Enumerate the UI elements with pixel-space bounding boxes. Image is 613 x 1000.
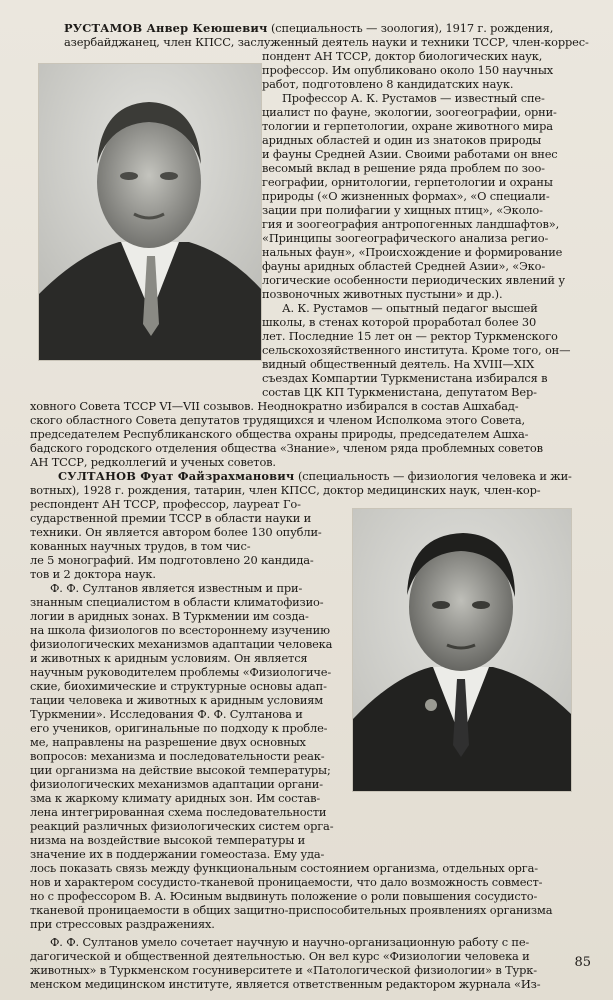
- sultanov-bio-line: научным руководителем проблемы «Физиологиче-: [30, 665, 332, 679]
- sultanov-bio-line: Туркмении». Исследования Ф. Ф. Султанова и: [30, 707, 303, 721]
- sultanov-bio-line: физиологических механизмов адаптации человека: [30, 637, 333, 651]
- sultanov-bio-line: зма к жаркому климату аридных зон. Им состав-: [30, 791, 321, 805]
- rustamov-bio-line: зации при полифагии у хищных птиц», «Эколо-: [262, 203, 543, 217]
- sultanov-bio-line: его учеников, оригинальные по подходу к пробле-: [30, 721, 328, 735]
- sultanov-name: СУЛТАНОВ Фуат Файзрахманович: [58, 469, 295, 483]
- rustamov-bio-line: фауны аридных областей Средней Азии», «Эко-: [262, 259, 546, 273]
- rustamov-full-line: ховного Совета ТССР VI—VII созывов. Неоднократно избирался в состав Ашхабад-: [30, 399, 519, 413]
- rustamov-full-line: бадского городского отделения общества «Знание», членом ряда проблемных советов: [30, 441, 543, 455]
- rustamov-full-line: АН ТССР, редколлегий и ученых советов.: [30, 455, 276, 469]
- sultanov-full-line: нов и характером сосудисто-тканевой проницаемости, что дало возможность совмест-: [30, 875, 543, 889]
- sultanov-full-line: Ф. Ф. Султанов умело сочетает научную и научно-организационную работу с пе-: [50, 935, 530, 949]
- rustamov-bio-line: съездах Компартии Туркменистана избирался в: [262, 371, 548, 385]
- page-number: 85: [574, 955, 591, 970]
- sultanov-full-line: животных» в Туркменском госуниверситете и «Патологической физиологии» в Турк-: [30, 963, 537, 977]
- sultanov-full-line: при стрессовых раздражениях.: [30, 917, 215, 931]
- rustamov-portrait: [38, 63, 262, 361]
- sultanov-bio-line: ские, биохимические и структурные основы адап-: [30, 679, 327, 693]
- rustamov-bio-line: школы, в стенах которой проработал более 30: [262, 315, 537, 329]
- rustamov-bio-line: лет. Последние 15 лет он — ректор Туркменского: [262, 329, 558, 343]
- sultanov-bio-line: ции организма на действие высокой температуры;: [30, 763, 331, 777]
- sultanov-bio-line: на школа физиологов по всестороннему изучению: [30, 623, 330, 637]
- sultanov-header-line-2: вотных), 1928 г. рождения, татарин, член КПСС, доктор медицинских наук, член-кор-: [30, 483, 541, 497]
- sultanov-bio-line: знанным специалистом в области климатофизио-: [30, 595, 324, 609]
- sultanov-bio-line: физиологических механизмов адаптации органи-: [30, 777, 323, 791]
- rustamov-bio-line: состав ЦК КП Туркменистана, депутатом Вер-: [262, 385, 537, 399]
- rustamov-bio-line: видный общественный деятель. На XVIII—XIX: [262, 357, 535, 371]
- rustamov-bio-line: Профессор А. К. Рустамов — известный спе-: [282, 91, 545, 105]
- rustamov-header-line-5: работ, подготовлено 8 кандидатских наук.: [262, 77, 514, 91]
- sultanov-bio-line: тации человека и животных к аридным условиям: [30, 693, 324, 707]
- rustamov-bio-line: аридных областей и один из знатоков природы: [262, 133, 542, 147]
- rustamov-header-line-1: РУСТАМОВ Анвер Кеюшевич (специальность — зоология), 1917 г. рождения,: [64, 21, 554, 35]
- sultanov-bio-line: вопросов: механизма и последовательности реак-: [30, 749, 325, 763]
- rustamov-header-line-4: профессор. Им опубликовано около 150 научных: [262, 63, 554, 77]
- sultanov-bio-line: лена интегрированная схема последовательности: [30, 805, 327, 819]
- sultanov-full-line: но с профессором В. А. Юсиным выдвинуть положение о роли повышения сосудисто-: [30, 889, 538, 903]
- rustamov-bio-line: природы («О жизненных формах», «О специали-: [262, 189, 550, 203]
- rustamov-bio-line: позвоночных животных пустыни» и др.).: [262, 287, 503, 301]
- sultanov-portrait: [352, 508, 572, 792]
- sultanov-bio-line: сударственной премии ТССР в области науки и: [30, 511, 312, 525]
- sultanov-bio-line: ме, направлены на разрешение двух основных: [30, 735, 306, 749]
- rustamov-bio-line: А. К. Рустамов — опытный педагог высшей: [282, 301, 538, 315]
- sultanov-bio-line: кованных научных трудов, в том чис-: [30, 539, 251, 553]
- rustamov-portrait-image: [39, 64, 261, 360]
- rustamov-name: РУСТАМОВ Анвер Кеюшевич: [64, 21, 268, 35]
- sultanov-bio-line: Ф. Ф. Султанов является известным и при-: [50, 581, 303, 595]
- rustamov-bio-line: сельскохозяйственного института. Кроме того, он—: [262, 343, 571, 357]
- sultanov-bio-line: техники. Он является автором более 130 опубли-: [30, 525, 322, 539]
- sultanov-full-line: лось показать связь между функциональным состоянием организма, отдельных орга-: [30, 861, 538, 875]
- sultanov-bio-line: логии в аридных зонах. В Туркмении им созда-: [30, 609, 309, 623]
- sultanov-header-line-1: СУЛТАНОВ Фуат Файзрахманович (специальность — физиология человека и жи-: [58, 469, 572, 483]
- rustamov-bio-line: весомый вклад в решение ряда проблем по зоо-: [262, 161, 545, 175]
- rustamov-full-line: ского областного Совета депутатов трудящихся и членом Исполкома этого Совета,: [30, 413, 525, 427]
- rustamov-full-line: председателем Республиканского общества охраны природы, председателем Ашха-: [30, 427, 529, 441]
- sultanov-bio-line: тов и 2 доктора наук.: [30, 567, 156, 581]
- sultanov-bio-line: ле 5 монографий. Им подготовлено 20 кандида-: [30, 553, 314, 567]
- rustamov-bio-line: тологии и герпетологии, охране животного мира: [262, 119, 553, 133]
- rustamov-bio-line: циалист по фауне, экологии, зоогеографии, орни-: [262, 105, 557, 119]
- sultanov-full-line: тканевой проницаемости в общих защитно-приспособительных проявлениях организма: [30, 903, 553, 917]
- sultanov-bio-line: значение их в поддержании гомеостаза. Ему уда-: [30, 847, 325, 861]
- sultanov-header-line-3: респондент АН ТССР, профессор, лауреат Го-: [30, 497, 301, 511]
- sultanov-bio-line: низма на воздействие высокой температуры и: [30, 833, 306, 847]
- sultanov-full-line: дагогической и общественной деятельностью. Он вел курс «Физиологии человека и: [30, 949, 530, 963]
- sultanov-bio-line: реакций различных физиологических систем орга-: [30, 819, 334, 833]
- sultanov-full-line: менском медицинском институте, является ответственным редактором журнала «Из-: [30, 977, 541, 991]
- rustamov-header-line-2: азербайджанец, член КПСС, заслуженный деятель науки и техники ТССР, член-коррес-: [64, 35, 589, 49]
- rustamov-bio-line: логические особенности периодических явлений у: [262, 273, 565, 287]
- rustamov-bio-line: гия и зоогеография антропогенных ландшафтов»,: [262, 217, 560, 231]
- rustamov-bio-line: нальных фаун», «Происхождение и формирование: [262, 245, 563, 259]
- rustamov-header-line-3: пондент АН ТССР, доктор биологических наук,: [262, 49, 543, 63]
- sultanov-portrait-image: [353, 509, 571, 791]
- rustamov-bio-line: географии, орнитологии, герпетологии и охраны: [262, 175, 553, 189]
- rustamov-bio-line: и фауны Средней Азии. Своими работами он внес: [262, 147, 558, 161]
- rustamov-bio-line: «Принципы зоогеографического анализа регио-: [262, 231, 549, 245]
- sultanov-bio-line: и животных к аридным условиям. Он является: [30, 651, 308, 665]
